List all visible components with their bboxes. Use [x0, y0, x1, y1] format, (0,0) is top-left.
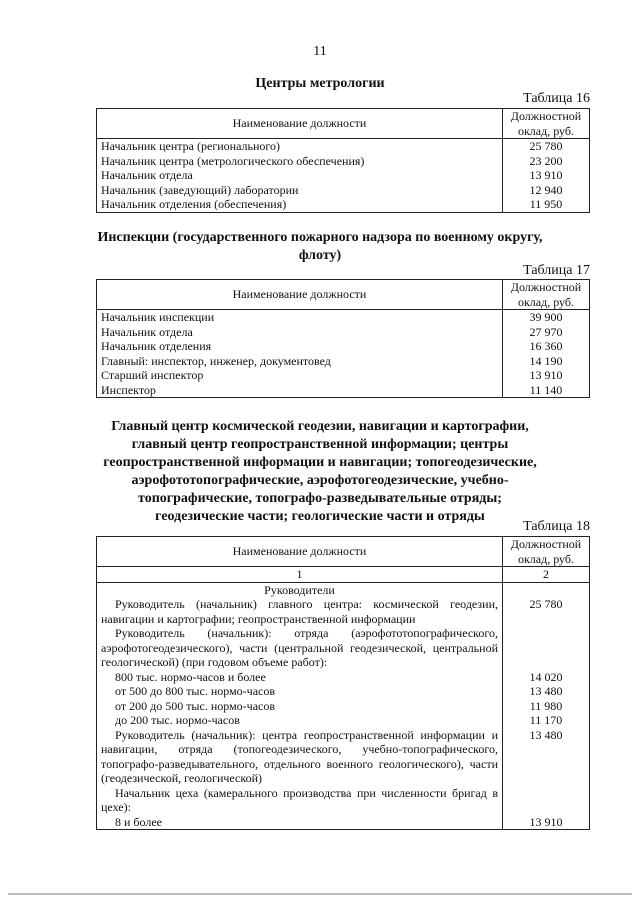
salary-value: 13 910: [503, 368, 590, 383]
column-header-salary: Должностной оклад, руб.: [503, 537, 590, 567]
position-name: Начальник отделения (обеспечения): [97, 197, 503, 212]
position-name: Руководитель (начальник) главного центра: космической геодезии, навигации и картографии; геопространственной информации: [97, 597, 503, 626]
position-name: от 500 до 800 тыс. нормо-часов: [97, 684, 503, 699]
table-row: [97, 582, 590, 597]
column-header-salary: Должностной оклад, руб.: [503, 280, 590, 310]
column-number-1: 1: [97, 567, 503, 583]
position-name: Руководитель (начальник): центра геопространственной информации и навигации, отряда (топогеодезического, учебно-топографического, топографо-разведывательного, отдельного военного геологического), части (геодезической, геологической): [97, 728, 503, 786]
salary-value: 14 190: [503, 354, 590, 369]
salary-value: 14 020: [503, 670, 590, 685]
position-name: до 200 тыс. нормо-часов: [97, 713, 503, 728]
table-row: [97, 815, 590, 830]
position-name: Начальник отдела: [97, 168, 503, 183]
position-name: Руководитель (начальник): отряда (аэрофототопографического, аэрофотогеодезического), части (центральной геодезической, центральной геологической) (при годовом объеме работ):: [97, 626, 503, 670]
table-row: [97, 168, 590, 183]
table-row: [97, 325, 590, 340]
table-row: [97, 197, 590, 212]
position-name: Начальник инспекции: [97, 310, 503, 325]
table-18: [96, 536, 590, 830]
column-number-2: 2: [503, 567, 590, 583]
salary-value: 12 940: [503, 183, 590, 198]
position-name: Начальник цеха (камерального производства при численности бригад в цехе):: [97, 786, 503, 815]
salary-value: 16 360: [503, 339, 590, 354]
table-row: [97, 139, 590, 154]
salary-value: 13 910: [503, 815, 590, 830]
table-row: [97, 626, 590, 670]
group-subheading: Руководители: [97, 582, 503, 597]
table-row: [97, 597, 590, 626]
position-name: Начальник (заведующий) лаборатории: [97, 183, 503, 198]
position-name: Начальник отделения: [97, 339, 503, 354]
table-row: [97, 310, 590, 325]
salary-value: 13 480: [503, 684, 590, 699]
column-header-name: Наименование должности: [97, 109, 503, 139]
salary-value: 23 200: [503, 154, 590, 169]
table-row: [97, 339, 590, 354]
column-header-salary: Должностной оклад, руб.: [503, 109, 590, 139]
salary-value: [503, 786, 590, 815]
position-name: 8 и более: [97, 815, 503, 830]
section-title-inspections: Инспекции (государственного пожарного надзора по военному округу, флоту): [97, 230, 543, 263]
table-row: [97, 699, 590, 714]
section-title-geodesy: Главный центр космической геодезии, навигации и картографии, главный центр геопространственной информации; центры геопространственной информации и навигации; топогеодезические, аэрофототопографические, аэрофотогеодезические, учебно-топографические, топографо-разведывательные отряды; геодезические части; геологические части и отряды: [103, 419, 537, 524]
table-row: [97, 786, 590, 815]
table-row: [97, 728, 590, 786]
salary-value: [503, 626, 590, 670]
table-row: [97, 354, 590, 369]
salary-value: 39 900: [503, 310, 590, 325]
column-header-name: Наименование должности: [97, 537, 503, 567]
table-caption-17: Таблица 17: [523, 263, 590, 278]
page-number: 11: [313, 44, 327, 59]
salary-value: 27 970: [503, 325, 590, 340]
position-name: Начальник центра (регионального): [97, 139, 503, 154]
position-name: Начальник центра (метрологического обеспечения): [97, 154, 503, 169]
table-row: [97, 383, 590, 398]
position-name: Начальник отдела: [97, 325, 503, 340]
position-name: 800 тыс. нормо-часов и более: [97, 670, 503, 685]
salary-value: 25 780: [503, 139, 590, 154]
empty-cell: [503, 582, 590, 597]
salary-value: 11 980: [503, 699, 590, 714]
salary-value: 13 480: [503, 728, 590, 786]
section-title-metrology: Центры метрологии: [255, 76, 385, 91]
table-row: [97, 670, 590, 685]
table-row: [97, 684, 590, 699]
table-caption-18: Таблица 18: [523, 519, 590, 534]
salary-value: 11 140: [503, 383, 590, 398]
table-caption-16: Таблица 16: [523, 91, 590, 106]
salary-value: 25 780: [503, 597, 590, 626]
position-name: Инспектор: [97, 383, 503, 398]
page-bottom-edge: [8, 893, 632, 895]
position-name: Главный: инспектор, инженер, документовед: [97, 354, 503, 369]
salary-value: 11 950: [503, 197, 590, 212]
table-row: [97, 713, 590, 728]
table-row: [97, 183, 590, 198]
table-row: [97, 154, 590, 169]
salary-value: 11 170: [503, 713, 590, 728]
position-name: от 200 до 500 тыс. нормо-часов: [97, 699, 503, 714]
column-header-name: Наименование должности: [97, 280, 503, 310]
position-name: Старший инспектор: [97, 368, 503, 383]
table-16: [96, 108, 590, 213]
table-row: [97, 368, 590, 383]
table-17: [96, 279, 590, 398]
salary-value: 13 910: [503, 168, 590, 183]
